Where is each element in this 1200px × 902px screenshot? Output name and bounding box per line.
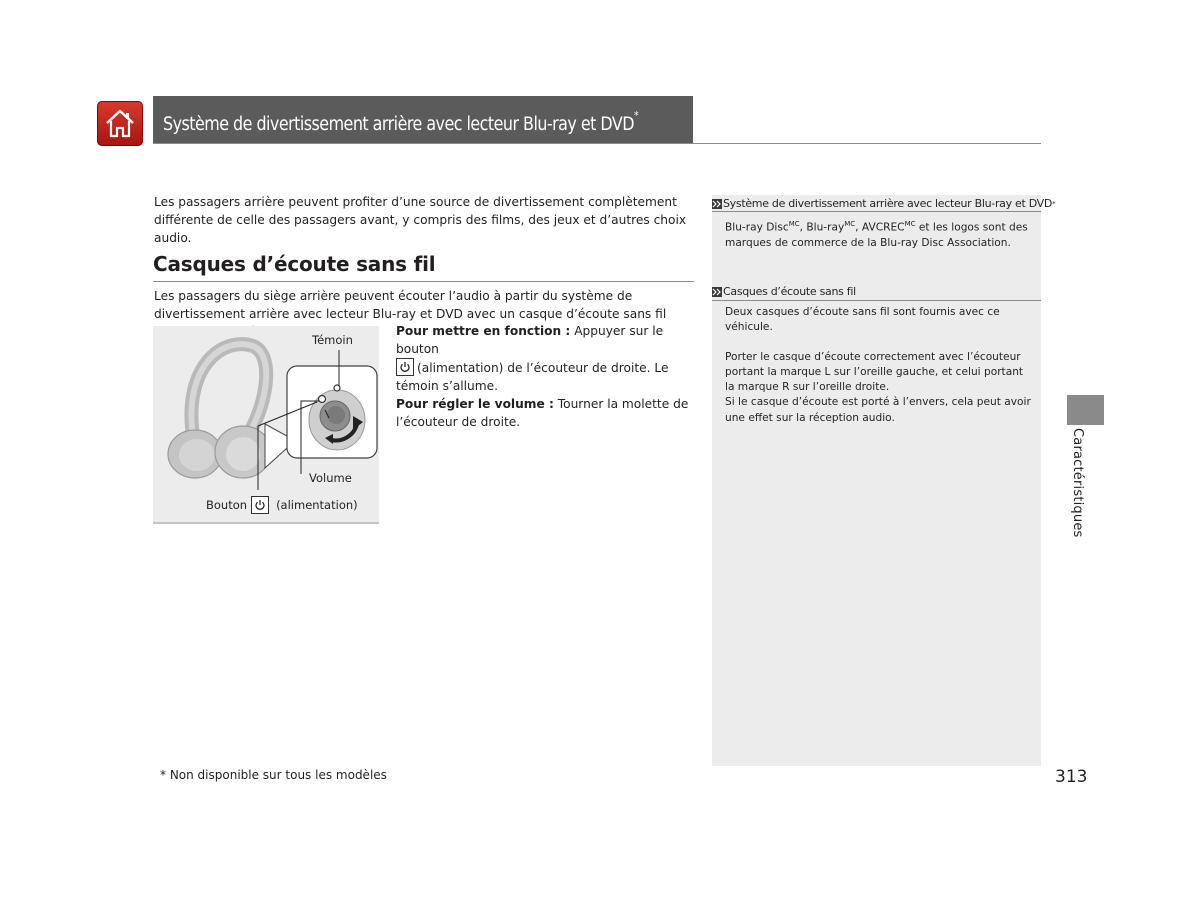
- chapter-label: Caractéristiques: [1070, 428, 1085, 538]
- chevron-right-icon: [712, 287, 722, 297]
- power-on-label: Pour mettre en fonction :: [396, 324, 571, 338]
- footnote: * Non disponible sur tous les modèles: [160, 768, 387, 782]
- label-volume: Volume: [309, 471, 352, 485]
- home-button[interactable]: [97, 101, 143, 146]
- instructions: [396, 322, 696, 431]
- label-indicator: Témoin: [312, 333, 353, 347]
- power-on-text-2: (alimentation) de l’écouteur de droite. Le témoin s’allume.: [396, 361, 669, 393]
- label-button-prefix: Bouton: [206, 498, 248, 512]
- section-rule: [153, 281, 694, 282]
- note2-p3: Si le casque d’écoute est porté à l’envers, cela peut avoir une effet sur la réception audio.: [725, 396, 1031, 424]
- intro-paragraph: Les passagers arrière peuvent profiter d’une source de divertissement complètement différente de celle des passagers avant, y compris des films, des jeux et d’autres choix audio.: [154, 195, 687, 245]
- page-title: Système de divertissement arrière avec lecteur Blu-ray et DVD*: [163, 109, 639, 136]
- title-asterisk: *: [633, 109, 639, 122]
- headphone-illustration: [153, 326, 379, 524]
- power-on-text-1: Appuyer sur le bouton: [396, 324, 664, 356]
- chapter-tab[interactable]: [1067, 395, 1104, 425]
- page-number: 313: [1055, 767, 1088, 787]
- volume-label: Pour régler le volume :: [396, 397, 554, 411]
- volume-text: Tourner la molette de l’écouteur de droite.: [396, 397, 689, 429]
- headphone-figure: [153, 326, 379, 524]
- note1-asterisk: *: [1052, 199, 1056, 208]
- note1-rule: [712, 211, 1041, 212]
- note1-heading-text: Système de divertissement arrière avec lecteur Blu-ray et DVD: [723, 197, 1053, 210]
- note1-text: Blu-ray Disc$^{MC}$, Blu-ray$^{MC}$, $AVCREC^{MC}$ et les logos sont des marques de commerce de la Blu-ray Disc Association.: [725, 220, 1028, 249]
- note2-p1: Deux casques d’écoute sans fil sont fournis avec ce véhicule.: [725, 306, 1000, 334]
- label-button-suffix: (alimentation): [276, 498, 358, 512]
- note2-heading-text: Casques d’écoute sans fil: [723, 285, 856, 298]
- note2-text: [725, 305, 1035, 426]
- section-heading: Casques d’écoute sans fil: [153, 252, 436, 276]
- note1-heading[interactable]: [712, 197, 1055, 210]
- label-power-button: [206, 496, 358, 514]
- note2-rule: [712, 300, 1041, 301]
- power-icon: [251, 496, 269, 514]
- note2-p2: Porter le casque d’écoute correctement avec l’écouteur portant la marque L sur l’oreille gauche, et celui portant la marque R sur l’oreille droite.: [725, 350, 1024, 394]
- section-paragraph: Les passagers du siège arrière peuvent écouter l’audio à partir du système de divertissement arrière avec lecteur Blu-ray et DVD avec un casque d’écoute sans fil: [154, 289, 667, 321]
- sidebar-notes: [712, 195, 1056, 766]
- home-icon: [103, 108, 137, 140]
- chevron-right-icon: [712, 199, 722, 209]
- power-icon: [396, 358, 414, 376]
- title-rule: [153, 143, 1041, 144]
- note2-heading[interactable]: [712, 285, 856, 298]
